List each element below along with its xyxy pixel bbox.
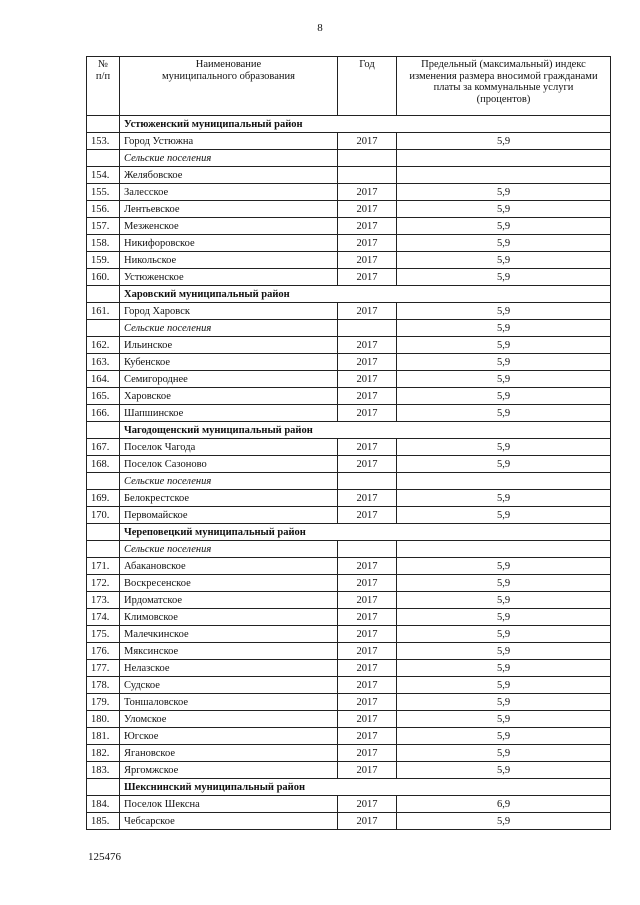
table-row: [87, 728, 611, 745]
row-number: 167.: [87, 439, 120, 456]
year-cell: 2017: [338, 133, 397, 150]
municipality-name: Город Харовск: [120, 303, 338, 320]
row-number: 184.: [87, 796, 120, 813]
index-cell: 5,9: [397, 626, 611, 643]
district-num-cell: [87, 422, 120, 439]
year-cell: 2017: [338, 269, 397, 286]
document-code: 125476: [88, 851, 121, 863]
year-cell: 2017: [338, 201, 397, 218]
year-cell: 2017: [338, 439, 397, 456]
tariff-index-table: [86, 56, 611, 830]
year-cell: 2017: [338, 694, 397, 711]
municipality-name: Малечкинское: [120, 626, 338, 643]
row-number: 157.: [87, 218, 120, 235]
table-row: [87, 694, 611, 711]
table-row: [87, 575, 611, 592]
table-body: [87, 116, 611, 830]
index-cell: 5,9: [397, 711, 611, 728]
year-cell: [338, 150, 397, 167]
municipality-name: Сельские поселения: [120, 320, 338, 337]
municipality-name: Город Устюжна: [120, 133, 338, 150]
municipality-name: Югское: [120, 728, 338, 745]
municipality-name: Сельские поселения: [120, 541, 338, 558]
table-row: [87, 660, 611, 677]
district-row: [87, 524, 611, 541]
table-row: [87, 558, 611, 575]
municipality-name: Белокрестское: [120, 490, 338, 507]
year-cell: [338, 320, 397, 337]
table-row: [87, 456, 611, 473]
index-cell: 5,9: [397, 371, 611, 388]
year-cell: [338, 473, 397, 490]
year-cell: 2017: [338, 643, 397, 660]
index-cell: 5,9: [397, 745, 611, 762]
year-cell: 2017: [338, 235, 397, 252]
row-number: [87, 473, 120, 490]
subheading-row: [87, 473, 611, 490]
municipality-name: Яргомжское: [120, 762, 338, 779]
municipality-name: Семигороднее: [120, 371, 338, 388]
row-number: 173.: [87, 592, 120, 609]
index-cell: [397, 167, 611, 184]
year-cell: 2017: [338, 762, 397, 779]
municipality-name: Ильинское: [120, 337, 338, 354]
table-row: [87, 405, 611, 422]
row-number: 155.: [87, 184, 120, 201]
municipality-name: Тоншаловское: [120, 694, 338, 711]
municipality-name: Шапшинское: [120, 405, 338, 422]
district-name: Харовский муниципальный район: [120, 286, 611, 303]
municipality-name: Нелазское: [120, 660, 338, 677]
table-header-row: [87, 57, 611, 116]
municipality-name: Устюженское: [120, 269, 338, 286]
year-cell: 2017: [338, 456, 397, 473]
year-cell: 2017: [338, 575, 397, 592]
municipality-name: Абакановское: [120, 558, 338, 575]
index-cell: 5,9: [397, 388, 611, 405]
row-number: 153.: [87, 133, 120, 150]
table-row: [87, 745, 611, 762]
year-cell: 2017: [338, 796, 397, 813]
district-num-cell: [87, 286, 120, 303]
row-number: 183.: [87, 762, 120, 779]
index-cell: 5,9: [397, 660, 611, 677]
year-cell: 2017: [338, 660, 397, 677]
row-number: 159.: [87, 252, 120, 269]
municipality-name: Уломское: [120, 711, 338, 728]
row-number: 176.: [87, 643, 120, 660]
row-number: 170.: [87, 507, 120, 524]
index-cell: 5,9: [397, 643, 611, 660]
table-row: [87, 269, 611, 286]
row-number: 158.: [87, 235, 120, 252]
page-number: 8: [317, 22, 323, 34]
index-cell: 5,9: [397, 218, 611, 235]
table-row: [87, 184, 611, 201]
year-cell: 2017: [338, 813, 397, 830]
table-row: [87, 507, 611, 524]
index-cell: 5,9: [397, 728, 611, 745]
index-cell: 5,9: [397, 592, 611, 609]
municipality-name: Мяксинское: [120, 643, 338, 660]
row-number: 181.: [87, 728, 120, 745]
district-num-cell: [87, 524, 120, 541]
row-number: 160.: [87, 269, 120, 286]
year-cell: 2017: [338, 252, 397, 269]
index-cell: 5,9: [397, 439, 611, 456]
subheading-row: [87, 541, 611, 558]
row-number: 156.: [87, 201, 120, 218]
municipality-name: Поселок Сазоново: [120, 456, 338, 473]
index-cell: 5,9: [397, 354, 611, 371]
index-cell: [397, 473, 611, 490]
index-cell: 5,9: [397, 252, 611, 269]
year-cell: 2017: [338, 711, 397, 728]
municipality-name: Харовское: [120, 388, 338, 405]
table-row: [87, 354, 611, 371]
row-number: 169.: [87, 490, 120, 507]
index-cell: 5,9: [397, 184, 611, 201]
index-cell: 5,9: [397, 235, 611, 252]
district-row: [87, 779, 611, 796]
municipality-name: Климовское: [120, 609, 338, 626]
municipality-name: Судское: [120, 677, 338, 694]
year-cell: 2017: [338, 371, 397, 388]
index-cell: 5,9: [397, 609, 611, 626]
index-cell: 5,9: [397, 405, 611, 422]
index-cell: 5,9: [397, 575, 611, 592]
row-number: 178.: [87, 677, 120, 694]
year-cell: 2017: [338, 745, 397, 762]
subheading-row: [87, 320, 611, 337]
municipality-name: Желябовское: [120, 167, 338, 184]
row-number: 164.: [87, 371, 120, 388]
index-cell: 5,9: [397, 507, 611, 524]
row-number: 179.: [87, 694, 120, 711]
table-row: [87, 813, 611, 830]
index-cell: 5,9: [397, 201, 611, 218]
year-cell: [338, 541, 397, 558]
row-number: 162.: [87, 337, 120, 354]
index-cell: 5,9: [397, 320, 611, 337]
table-row: [87, 235, 611, 252]
index-cell: 6,9: [397, 796, 611, 813]
header-name: Наименование муниципального образования: [120, 57, 338, 116]
table-row: [87, 677, 611, 694]
row-number: [87, 150, 120, 167]
index-cell: 5,9: [397, 677, 611, 694]
municipality-name: Лентьевское: [120, 201, 338, 218]
row-number: [87, 320, 120, 337]
district-row: [87, 422, 611, 439]
row-number: 163.: [87, 354, 120, 371]
row-number: 165.: [87, 388, 120, 405]
row-number: 172.: [87, 575, 120, 592]
index-cell: 5,9: [397, 694, 611, 711]
row-number: 182.: [87, 745, 120, 762]
year-cell: 2017: [338, 558, 397, 575]
table-row: [87, 439, 611, 456]
table-row: [87, 218, 611, 235]
year-cell: 2017: [338, 405, 397, 422]
municipality-name: Первомайское: [120, 507, 338, 524]
year-cell: 2017: [338, 184, 397, 201]
table-row: [87, 388, 611, 405]
index-cell: [397, 541, 611, 558]
table-row: [87, 337, 611, 354]
year-cell: 2017: [338, 388, 397, 405]
row-number: 185.: [87, 813, 120, 830]
municipality-name: Ирдоматское: [120, 592, 338, 609]
table-row: [87, 252, 611, 269]
header-index: Предельный (максимальный) индекс изменения размера вносимой гражданами платы за коммунальные услуги (процентов): [397, 57, 611, 116]
year-cell: [338, 167, 397, 184]
index-cell: 5,9: [397, 813, 611, 830]
row-number: 161.: [87, 303, 120, 320]
district-name: Устюженский муниципальный район: [120, 116, 611, 133]
table-row: [87, 167, 611, 184]
row-number: [87, 541, 120, 558]
year-cell: 2017: [338, 218, 397, 235]
index-cell: 5,9: [397, 303, 611, 320]
district-row: [87, 116, 611, 133]
district-name: Череповецкий муниципальный район: [120, 524, 611, 541]
municipality-name: Воскресенское: [120, 575, 338, 592]
table-row: [87, 609, 611, 626]
year-cell: 2017: [338, 626, 397, 643]
index-cell: 5,9: [397, 558, 611, 575]
index-cell: 5,9: [397, 762, 611, 779]
municipality-name: Ягановское: [120, 745, 338, 762]
index-cell: 5,9: [397, 456, 611, 473]
year-cell: 2017: [338, 677, 397, 694]
year-cell: 2017: [338, 337, 397, 354]
district-row: [87, 286, 611, 303]
year-cell: 2017: [338, 609, 397, 626]
table-row: [87, 490, 611, 507]
table-row: [87, 133, 611, 150]
row-number: 154.: [87, 167, 120, 184]
index-cell: 5,9: [397, 337, 611, 354]
row-number: 177.: [87, 660, 120, 677]
year-cell: 2017: [338, 592, 397, 609]
municipality-name: Мезженское: [120, 218, 338, 235]
row-number: 166.: [87, 405, 120, 422]
header-num: № п/п: [87, 57, 120, 116]
year-cell: 2017: [338, 354, 397, 371]
year-cell: 2017: [338, 507, 397, 524]
municipality-name: Поселок Чагода: [120, 439, 338, 456]
table-row: [87, 796, 611, 813]
row-number: 168.: [87, 456, 120, 473]
municipality-name: Никифоровское: [120, 235, 338, 252]
table-row: [87, 592, 611, 609]
municipality-name: Чебсарское: [120, 813, 338, 830]
subheading-row: [87, 150, 611, 167]
table-row: [87, 303, 611, 320]
table-row: [87, 643, 611, 660]
index-cell: 5,9: [397, 269, 611, 286]
table-row: [87, 201, 611, 218]
year-cell: 2017: [338, 728, 397, 745]
row-number: 171.: [87, 558, 120, 575]
table-row: [87, 626, 611, 643]
row-number: 175.: [87, 626, 120, 643]
table-row: [87, 711, 611, 728]
row-number: 180.: [87, 711, 120, 728]
district-name: Чагодощенский муниципальный район: [120, 422, 611, 439]
year-cell: 2017: [338, 490, 397, 507]
municipality-name: Никольское: [120, 252, 338, 269]
district-num-cell: [87, 116, 120, 133]
row-number: 174.: [87, 609, 120, 626]
year-cell: 2017: [338, 303, 397, 320]
district-name: Шекснинский муниципальный район: [120, 779, 611, 796]
index-cell: 5,9: [397, 490, 611, 507]
municipality-name: Сельские поселения: [120, 150, 338, 167]
table-row: [87, 371, 611, 388]
index-cell: [397, 150, 611, 167]
table-row: [87, 762, 611, 779]
municipality-name: Залесское: [120, 184, 338, 201]
municipality-name: Сельские поселения: [120, 473, 338, 490]
district-num-cell: [87, 779, 120, 796]
municipality-name: Кубенское: [120, 354, 338, 371]
index-cell: 5,9: [397, 133, 611, 150]
header-year: Год: [338, 57, 397, 116]
municipality-name: Поселок Шексна: [120, 796, 338, 813]
